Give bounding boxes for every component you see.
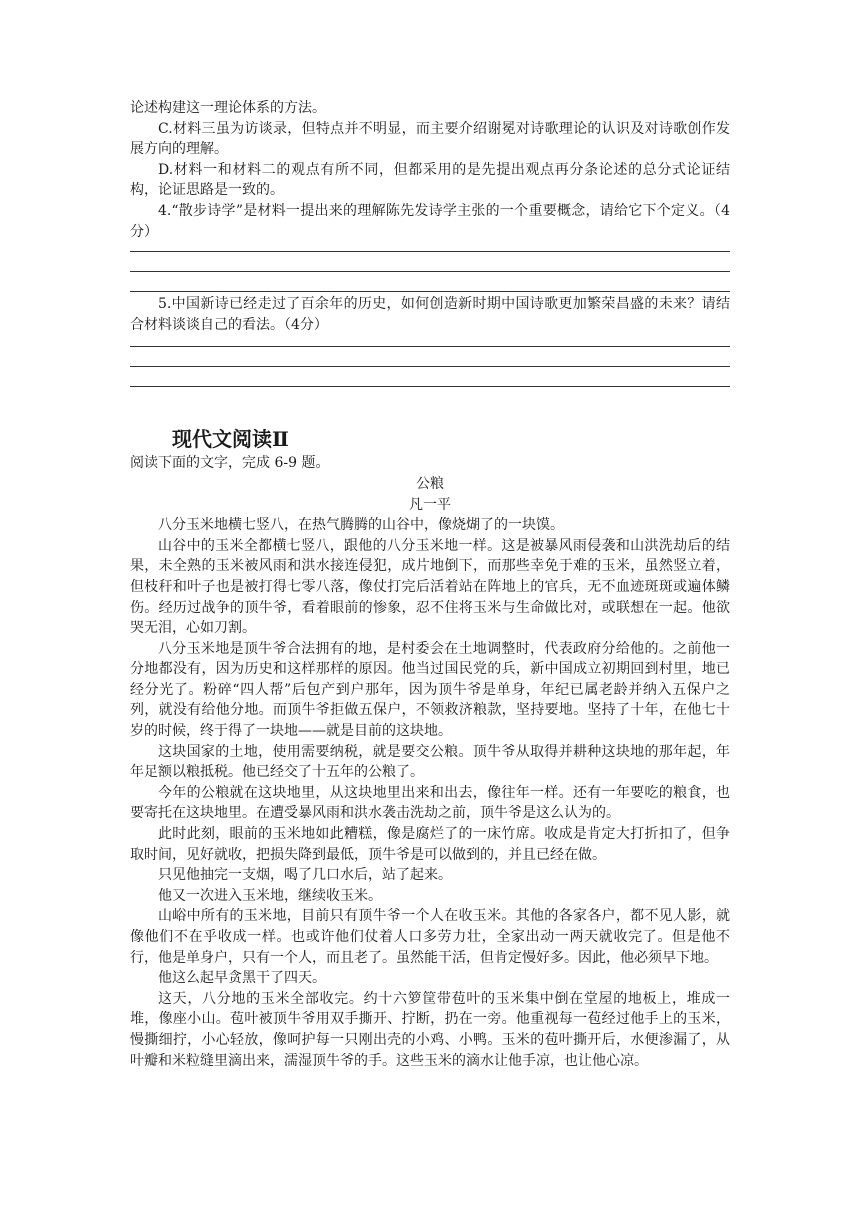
question-4: 4.“散步诗学”是材料一提出来的理解陈先发诗学主张的一个重要概念，请给它下个定义。（4分）: [130, 202, 730, 240]
answer-lines-q5: [130, 346, 730, 387]
story-paragraph: 这块国家的土地，使用需要纳税，就是要交公粮。顶牛爷从取得并耕种这块地的那年起，年年足额以粮抵税。他已经交了十五年的公粮了。: [130, 743, 730, 781]
story-paragraph: 只见他抽完一支烟，喝了几口水后，站了起来。: [158, 867, 452, 884]
option-c: C.材料三虽为访谈录，但特点并不明显，而主要介绍谢冕对诗歌理论的认识及对诗歌创作发展方向的理解。: [130, 120, 730, 158]
story-author: 凡一平: [409, 496, 451, 513]
section-heading: 现代文阅读Ⅱ: [172, 427, 289, 452]
answer-line[interactable]: [130, 346, 730, 347]
option-d: D.材料一和材料二的观点有所不同，但都采用的是先提出观点再分条论述的总分式论证结构，论证思路是一致的。: [130, 161, 730, 199]
story-paragraph: 八分玉米地横七竖八，在热气腾腾的山谷中，像烧煳了的一块馍。: [158, 517, 564, 534]
answer-line[interactable]: [130, 366, 730, 367]
answer-line[interactable]: [130, 251, 730, 252]
answer-line[interactable]: [130, 386, 730, 387]
story-paragraph: 八分玉米地是顶牛爷合法拥有的地，是村委会在土地调整时，代表政府分给他的。之前他一分地都没有，因为历史和这样那样的原因。他当过国民党的兵，新中国成立初期回到村里，地已经分光了。粉碎“四人帮”后包产到户那年，因为顶牛爷是单身，年纪已属老龄并纳入五保户之列，就没有给他分地。而顶牛爷拒做五保户，不领救济粮款，坚持要地。坚持了十年，在他七十岁的时候，终于得了一块地——就是目前的这块地。: [130, 640, 730, 740]
answer-line[interactable]: [130, 271, 730, 272]
reading-instruction: 阅读下面的文字，完成 6-9 题。: [130, 455, 330, 472]
question-5: 5.中国新诗已经走过了百余年的历史，如何创造新时期中国诗歌更加繁荣昌盛的未来？请结合材料谈谈自己的看法。（4分）: [130, 296, 730, 333]
story-paragraph: 他又一次进入玉米地，继续收玉米。: [158, 887, 382, 904]
passage-fragment: 论述构建这一理论体系的方法。: [130, 100, 326, 116]
document-page: [130, 98, 730, 1071]
story-paragraph: 今年的公粮就在这块地里，从这块地里出来和出去，像往年一样。还有一年要吃的粮食，也要寄托在这块地里。在遭受暴风雨和洪水袭击洗劫之前，顶牛爷是这么认为的。: [130, 784, 730, 822]
story-paragraph: 山峪中所有的玉米地，目前只有顶牛爷一个人在收玉米。其他的各家各户，都不见人影，就像他们不在乎收成一样。也或许他们仗着人口多劳力壮，全家出动一两天就收完了。但是他不行，他是单身户，只有一个人，而且老了。虽然能干活，但肯定慢好多。因此，他必须早下地。: [130, 908, 730, 966]
story-title: 公粮: [416, 475, 444, 492]
story-paragraph: 此时此刻，眼前的玉米地如此糟糕，像是腐烂了的一床竹席。收成是肯定大打折扣了，但争取时间，见好就收，把损失降到最低，顶牛爷是可以做到的，并且已经在做。: [130, 826, 730, 863]
answer-lines-q4: [130, 251, 730, 292]
story-paragraph: 山谷中的玉米全都横七竖八，跟他的八分玉米地一样。这是被暴风雨侵袭和山洪洗劫后的结果，未全熟的玉米被风雨和洪水接连侵犯，成片地倒下，而那些幸免于难的玉米，虽然竖立着，但枝秆和叶子也是被打得七零八落，像仗打完后活着站在阵地上的官兵，无不血迹斑斑或遍体鳞伤。经历过战争的顶牛爷，看着眼前的惨象，忍不住将玉米与生命做比对，或联想在一起。他欲哭无泪，心如刀割。: [130, 537, 730, 637]
story-paragraph: 这天，八分地的玉米全部收完。约十六箩筐带苞叶的玉米集中倒在堂屋的地板上，堆成一堆，像座小山。苞叶被顶牛爷用双手撕开、拧断，扔在一旁。他重视每一苞经过他手上的玉米，慢撕细拧，小心轻放，像呵护每一只刚出壳的小鸡、小鸭。玉米的苞叶撕开后，水便渗漏了，从叶瓣和米粒缝里滴出来，濡湿顶牛爷的手。这些玉米的滴水让他手凉，也让他心凉。: [130, 990, 730, 1069]
story-paragraph: 他这么起早贪黑干了四天。: [158, 970, 326, 987]
answer-line[interactable]: [130, 291, 730, 292]
